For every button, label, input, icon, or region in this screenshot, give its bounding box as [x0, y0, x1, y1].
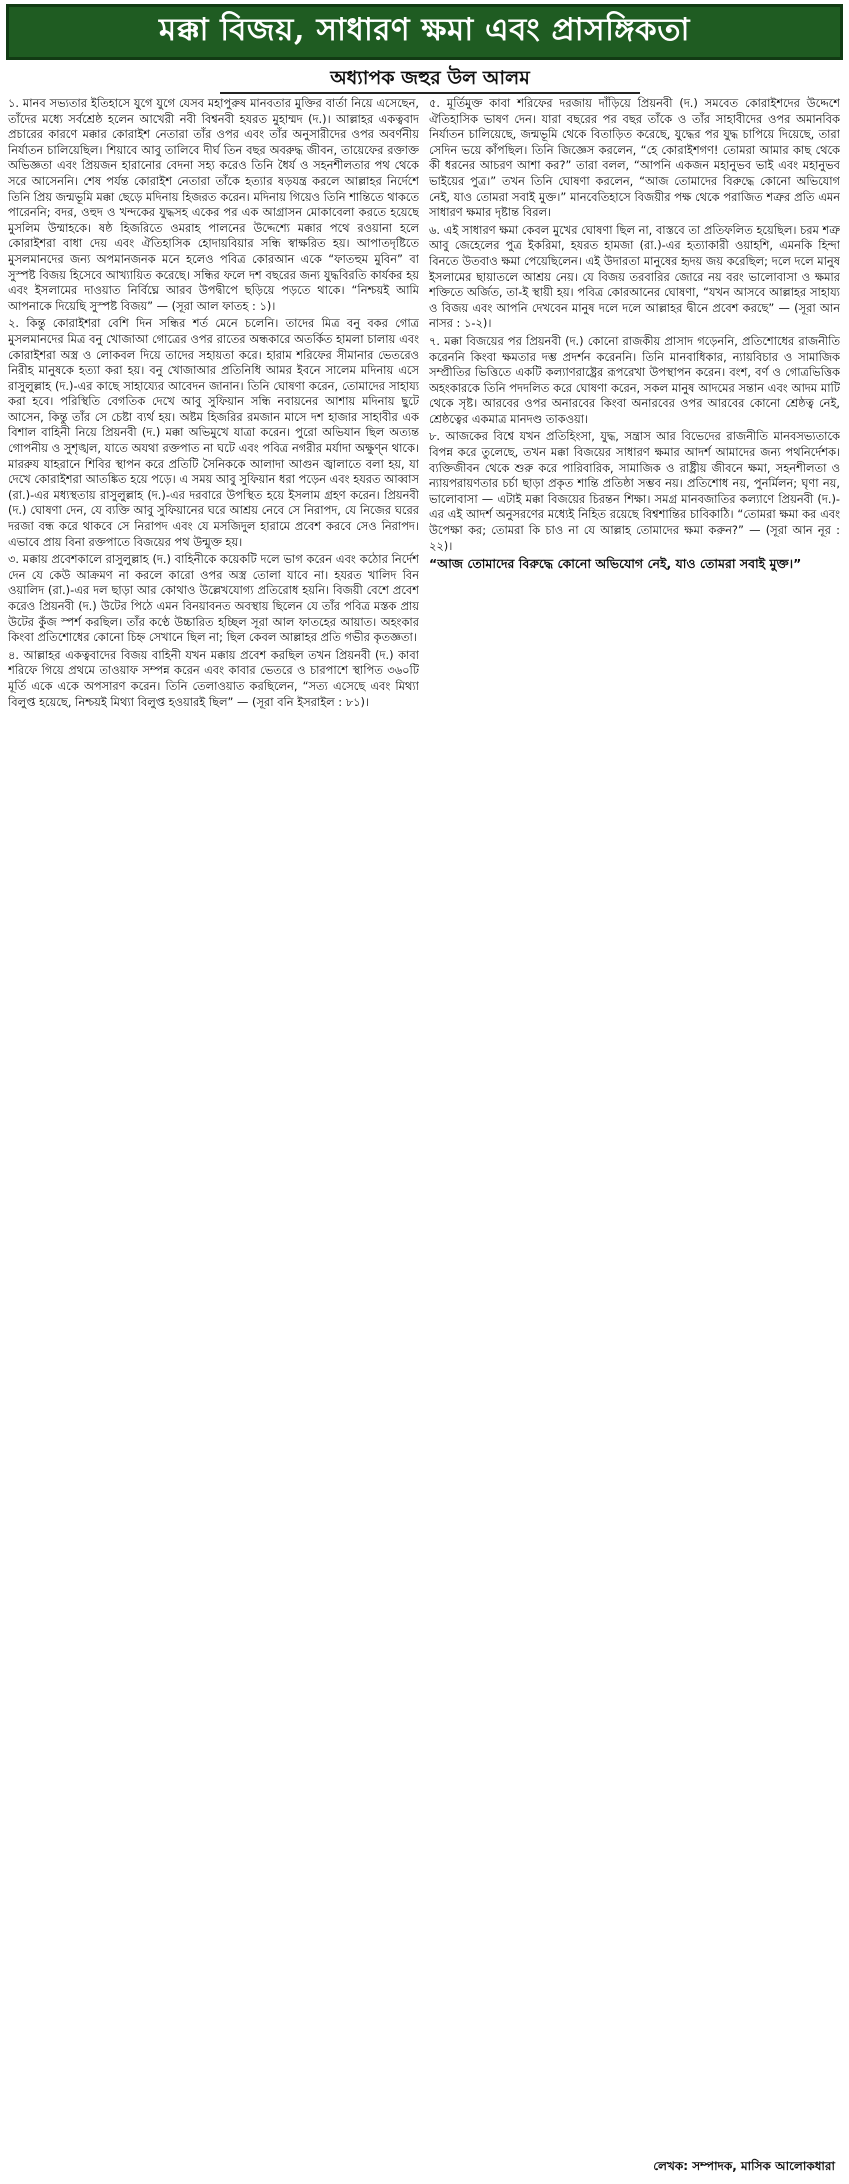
article-title-banner	[6, 4, 843, 60]
paragraph: ২. কিন্তু কোরাইশরা বেশি দিন সন্ধির শর্ত মেনে চলেনি। তাদের মিত্র বনু বকর গোত্র মুসলমানদের মিত্র বনু খোজাআ গোত্রের ওপর রাতের অন্ধকারে অতর্কিত হামলা চালায় এবং কোরাইশরা অস্ত্র ও লোকবল দিয়ে তাদের সহায়তা করে। হারাম শরিফের সীমানার ভেতরেও নিরীহ মানুষকে হত্যা করা হয়। বনু খোজাআর প্রতিনিধি আমর ইবনে সালেম মদিনায় এসে রাসুলুল্লাহ (দ.)-এর কাছে সাহায্যের আবেদন জানান। তিনি ঘোষণা করেন, তোমাদের সাহায্য করা হবে। পরিস্থিতি বেগতিক দেখে আবু সুফিয়ান সন্ধি নবায়নের আশায় মদিনায় ছুটে আসেন, কিন্তু তাঁর সে চেষ্টা ব্যর্থ হয়। অষ্টম হিজরির রমজান মাসে দশ হাজার সাহাবীর এক বিশাল বাহিনী নিয়ে প্রিয়নবী (দ.) মক্কা অভিমুখে যাত্রা করেন। পুরো অভিযান ছিল অত্যন্ত গোপনীয় ও সুশৃঙ্খল, যাতে অযথা রক্তপাত না ঘটে এবং পবিত্র নগরীর মর্যাদা অক্ষুণ্ন থাকে। মাররুয যাহরানে শিবির স্থাপন করে প্রতিটি সৈনিককে আলাদা আগুন জ্বালাতে বলা হয়, যা দেখে কোরাইশরা আতঙ্কিত হয়ে পড়ে। এ সময় আবু সুফিয়ান ধরা পড়েন এবং হযরত আব্বাস (রা.)-এর মধ্যস্থতায় রাসুলুল্লাহ (দ.)-এর দরবারে উপস্থিত হয়ে ইসলাম গ্রহণ করেন। প্রিয়নবী (দ.) ঘোষণা দেন, যে ব্যক্তি আবু সুফিয়ানের ঘরে আশ্রয় নেবে সে নিরাপদ, যে নিজের ঘরের দরজা বন্ধ করে থাকবে সে নিরাপদ এবং যে মসজিদুল হারামে প্রবেশ করবে সেও নিরাপদ। এভাবে প্রায় বিনা রক্তপাতে বিজয়ের পথ উন্মুক্ত হয়।	[8, 316, 419, 549]
paragraph: ৩. মক্কায় প্রবেশকালে রাসুলুল্লাহ (দ.) বাহিনীকে কয়েকটি দলে ভাগ করেন এবং কঠোর নির্দেশ দেন যে কেউ আক্রমণ না করলে কারো ওপর অস্ত্র তোলা যাবে না। হযরত খালিদ বিন ওয়ালিদ (রা.)-এর দল ছাড়া আর কোথাও উল্লেখযোগ্য প্রতিরোধ হয়নি। বিজয়ী বেশে প্রবেশ করেও প্রিয়নবী (দ.) উটের পিঠে এমন বিনয়াবনত অবস্থায় ছিলেন যে তাঁর পবিত্র মস্তক প্রায় উটের কুঁজ স্পর্শ করছিল। তাঁর কণ্ঠে উচ্চারিত হচ্ছিল সূরা আল ফাতহের আয়াত। অহংকার কিংবা প্রতিশোধের কোনো চিহ্ন সেখানে ছিল না; ছিল কেবল আল্লাহর প্রতি গভীর কৃতজ্ঞতা।	[8, 552, 419, 645]
paragraph: ৪. আল্লাহর একত্ববাদের বিজয় বাহিনী যখন মক্কায় প্রবেশ করছিল তখন প্রিয়নবী (দ.) কাবা শরিফে গিয়ে প্রথমে তাওয়াফ সম্পন্ন করেন এবং কাবার ভেতরে ও চারপাশে স্থাপিত ৩৬০টি মূর্তি একে একে অপসারণ করেন। তিনি তেলাওয়াত করছিলেন, “সত্য এসেছে এবং মিথ্যা বিলুপ্ত হয়েছে, নিশ্চয়ই মিথ্যা বিলুপ্ত হওয়ারই ছিল” — (সূরা বনি ইসরাইল : ৮১)।	[8, 647, 419, 709]
paragraph: ১. মানব সভ্যতার ইতিহাসে যুগে যুগে যেসব মহাপুরুষ মানবতার মুক্তির বার্তা নিয়ে এসেছেন, তাঁদের মধ্যে সর্বশ্রেষ্ঠ হলেন আখেরী নবী বিশ্বনবী হযরত মুহাম্মদ (দ.)। আল্লাহর একত্ববাদ প্রচারের কারণে মক্কার কোরাইশ নেতারা তাঁর ওপর এবং তাঁর অনুসারীদের ওপর অবর্ণনীয় নির্যাতন চালিয়েছিল। শিয়াবে আবু তালিবে দীর্ঘ তিন বছর অবরুদ্ধ জীবন, তায়েফের রক্তাক্ত অভিজ্ঞতা এবং প্রিয়জন হারানোর বেদনা সহ্য করেও তিনি ধৈর্য ও সহনশীলতার পথ থেকে সরে আসেননি। শেষ পর্যন্ত কোরাইশ নেতারা তাঁকে হত্যার ষড়যন্ত্র করলে আল্লাহর নির্দেশে তিনি প্রিয় জন্মভূমি মক্কা ছেড়ে মদিনায় হিজরত করেন। মদিনায় গিয়েও তিনি শান্তিতে থাকতে পারেননি; বদর, ওহুদ ও খন্দকের যুদ্ধসহ একের পর এক আগ্রাসন মোকাবেলা করতে হয়েছে মুসলিম উম্মাহকে। ষষ্ঠ হিজরিতে ওমরাহ পালনের উদ্দেশ্যে মক্কার পথে রওয়ানা হলে কোরাইশরা বাধা দেয় এবং ঐতিহাসিক হোদায়বিয়ার সন্ধি স্বাক্ষরিত হয়। আপাতদৃষ্টিতে মুসলমানদের জন্য অপমানজনক মনে হলেও পবিত্র কোরআন একে “ফাতহুম মুবিন” বা সুস্পষ্ট বিজয় হিসেবে আখ্যায়িত করেছে। সন্ধির ফলে দশ বছরের জন্য যুদ্ধবিরতি কার্যকর হয় এবং ইসলামের দাওয়াত নির্বিঘ্নে আরব উপদ্বীপে ছড়িয়ে পড়তে থাকে। “নিশ্চয়ই আমি আপনাকে দিয়েছি সুস্পষ্ট বিজয়” — (সূরা আল ফাতহ : ১)।	[8, 96, 419, 313]
paragraph: ৬. এই সাধারণ ক্ষমা কেবল মুখের ঘোষণা ছিল না, বাস্তবে তা প্রতিফলিত হয়েছিল। চরম শত্রু আবু জেহেলের পুত্র ইকরিমা, হযরত হামজা (রা.)-এর হত্যাকারী ওয়াহশি, এমনকি হিন্দা বিনতে উতবাও ক্ষমা পেয়েছিলেন। এই উদারতা মানুষের হৃদয় জয় করেছিল; দলে দলে মানুষ ইসলামের ছায়াতলে আশ্রয় নেয়। যে বিজয় তরবারির জোরে নয় বরং ভালোবাসা ও ক্ষমার শক্তিতে অর্জিত, তা-ই স্থায়ী হয়। পবিত্র কোরআনের ঘোষণা, “যখন আসবে আল্লাহর সাহায্য ও বিজয় এবং আপনি দেখবেন মানুষ দলে দলে আল্লাহর দ্বীনে প্রবেশ করছে” — (সূরা আন নাসর : ১-২)।	[429, 222, 840, 331]
paragraph: ৮. আজকের বিশ্বে যখন প্রতিহিংসা, যুদ্ধ, সন্ত্রাস আর বিভেদের রাজনীতি মানবসভ্যতাকে বিপন্ন করে তুলেছে, তখন মক্কা বিজয়ের সাধারণ ক্ষমার আদর্শ আমাদের জন্য পথনির্দেশক। ব্যক্তিজীবন থেকে শুরু করে পারিবারিক, সামাজিক ও রাষ্ট্রীয় জীবনে ক্ষমা, সহনশীলতা ও ন্যায়পরায়ণতার চর্চা ছাড়া প্রকৃত শান্তি প্রতিষ্ঠা সম্ভব নয়। প্রতিশোধ নয়, পুনর্মিলন; ঘৃণা নয়, ভালোবাসা — এটাই মক্কা বিজয়ের চিরন্তন শিক্ষা। সমগ্র মানবজাতির কল্যাণে প্রিয়নবী (দ.)-এর এই আদর্শ অনুসরণের মধ্যেই নিহিত রয়েছে বিশ্বশান্তির চাবিকাঠি। “তোমরা ক্ষমা কর এবং উপেক্ষা কর; তোমরা কি চাও না যে আল্লাহ তোমাদের ক্ষমা করুন?” — (সূরা আন নূর : ২২)।	[429, 429, 840, 553]
paragraph: ৭. মক্কা বিজয়ের পর প্রিয়নবী (দ.) কোনো রাজকীয় প্রাসাদ গড়েননি, প্রতিশোধের রাজনীতি করেননি কিংবা ক্ষমতার দম্ভ প্রদর্শন করেননি। তিনি মানবাধিকার, ন্যায়বিচার ও সামাজিক সম্প্রীতির ভিত্তিতে একটি কল্যাণরাষ্ট্রের রূপরেখা উপস্থাপন করেন। বংশ, বর্ণ ও গোত্রভিত্তিক অহংকারকে তিনি পদদলিত করে ঘোষণা করেন, সকল মানুষ আদমের সন্তান এবং আদম মাটি থেকে সৃষ্ট। আরবের ওপর অনারবের কিংবা অনারবের ওপর আরবের কোনো শ্রেষ্ঠত্ব নেই, শ্রেষ্ঠত্বের একমাত্র মানদণ্ড তাকওয়া।	[429, 333, 840, 426]
author-footer: লেখক: সম্পাদক, মাসিক আলোকধারা	[653, 2159, 835, 2173]
right-column	[429, 96, 840, 2150]
paragraph: ৫. মূর্তিমুক্ত কাবা শরিফের দরজায় দাঁড়িয়ে প্রিয়নবী (দ.) সমবেত কোরাইশদের উদ্দেশে ঐতিহাসিক ভাষণ দেন। যারা বছরের পর বছর তাঁকে ও তাঁর সাহাবীদের ওপর অমানবিক নির্যাতন চালিয়েছে, জন্মভূমি থেকে বিতাড়িত করেছে, যুদ্ধের পর যুদ্ধ চাপিয়ে দিয়েছে, তারা সেদিন ভয়ে কাঁপছিল। তিনি জিজ্ঞেস করলেন, “হে কোরাইশগণ! তোমরা আমার কাছ থেকে কী ধরনের আচরণ আশা কর?” তারা বলল, “আপনি একজন মহানুভব ভাই এবং মহানুভব ভাইয়ের পুত্র।” তখন তিনি ঘোষণা করলেন, “আজ তোমাদের বিরুদ্ধে কোনো অভিযোগ নেই, যাও তোমরা সবাই মুক্ত।” মানবেতিহাসে বিজয়ীর পক্ষ থেকে পরাজিত শত্রুর প্রতি এমন সাধারণ ক্ষমার দৃষ্টান্ত বিরল।	[429, 96, 840, 220]
article-title: মক্কা বিজয়, সাধারণ ক্ষমা এবং প্রাসঙ্গিকতা	[159, 12, 690, 48]
article-body	[8, 96, 841, 2150]
left-column	[8, 96, 419, 2150]
author-byline: অধ্যাপক জহুর উল আলম	[220, 66, 640, 94]
closing-quote: “আজ তোমাদের বিরুদ্ধে কোনো অভিযোগ নেই, যাও তোমরা সবাই মুক্ত।”	[429, 556, 802, 572]
